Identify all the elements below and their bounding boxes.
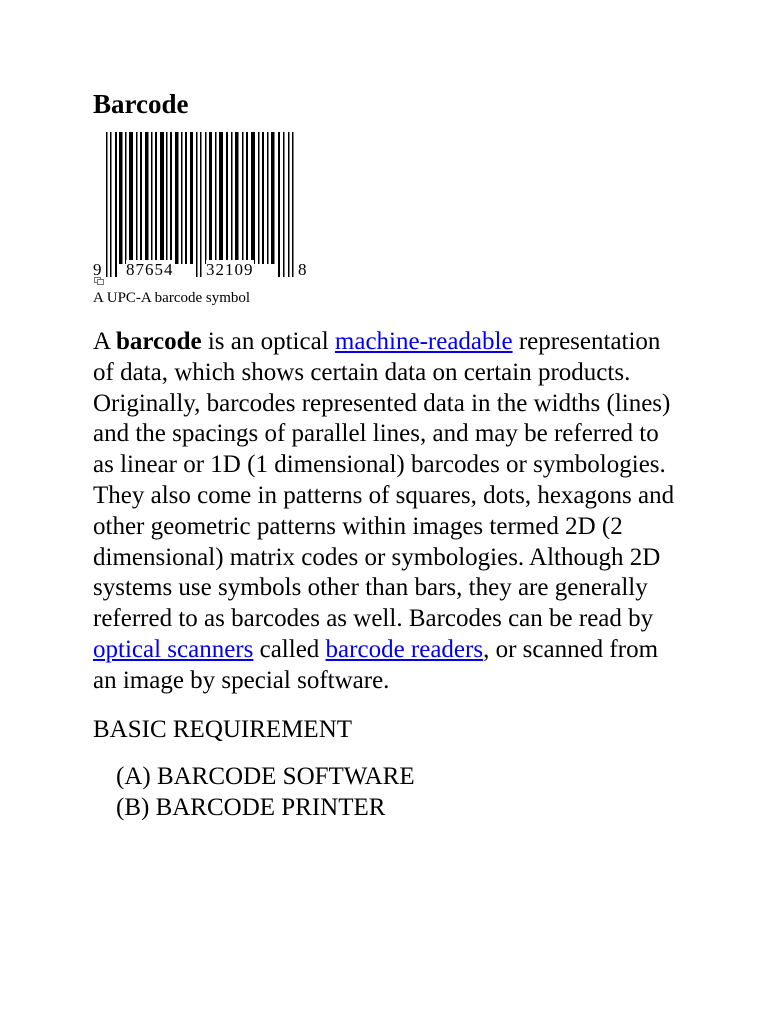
- barcode-bar: [136, 132, 138, 264]
- figure-caption: A UPC-A barcode symbol: [93, 290, 251, 306]
- barcode-bar: [271, 132, 275, 264]
- barcode-bar: [258, 132, 260, 264]
- broken-image-icon: [94, 277, 104, 285]
- barcode-bar: [160, 132, 164, 264]
- requirement-list: [93, 761, 693, 823]
- barcode-digit-check: 8: [298, 260, 308, 279]
- barcode-bar: [242, 132, 244, 264]
- barcode-bar: [205, 132, 207, 264]
- paragraph-text: A: [93, 328, 116, 355]
- barcode-bar: [283, 132, 285, 277]
- barcode-digits-right-group: 32109: [206, 260, 254, 279]
- link-optical-scanners[interactable]: optical scanners: [93, 635, 254, 663]
- link-barcode-readers[interactable]: barcode readers: [325, 635, 484, 663]
- barcode-bar: [267, 132, 269, 264]
- barcode-bar: [170, 132, 172, 264]
- barcode-bar: [166, 132, 168, 264]
- barcode-bar: [185, 132, 187, 264]
- barcode-bar: [231, 132, 233, 264]
- barcode-bar: [292, 132, 294, 277]
- barcode-bar: [200, 132, 202, 277]
- barcode-bar: [226, 132, 228, 264]
- barcode-bar: [251, 132, 255, 264]
- barcode-bar: [262, 132, 264, 264]
- barcode-bar: [106, 132, 108, 277]
- barcode-image: [93, 132, 308, 282]
- list-item: (B) BARCODE PRINTER: [116, 793, 386, 821]
- paragraph-text: called: [253, 635, 326, 663]
- barcode-bar: [196, 132, 198, 277]
- barcode-bar: [110, 132, 112, 277]
- barcode-bar: [288, 132, 290, 277]
- barcode-bar: [190, 132, 193, 264]
- barcode-bar: [181, 132, 183, 264]
- barcode-bar: [115, 132, 117, 277]
- barcode-bar: [278, 132, 280, 277]
- barcode-bar: [125, 132, 127, 264]
- article: [93, 86, 693, 823]
- barcode-bar: [155, 132, 157, 264]
- barcode-bar: [140, 132, 142, 264]
- paragraph-text: is an optical: [201, 328, 335, 355]
- barcode-bar: [151, 132, 153, 264]
- barcode-bar: [209, 132, 212, 264]
- page-title: Barcode: [93, 89, 189, 119]
- barcode-bar: [246, 132, 248, 264]
- requirement-heading: BASIC REQUIREMENT: [93, 715, 353, 743]
- barcode-bar: [119, 132, 123, 264]
- barcode-digit-lead: 9: [93, 260, 103, 279]
- paragraph-text: , or scanned from an image by special software.: [93, 635, 659, 694]
- barcode-bar: [215, 132, 217, 264]
- bold-term: barcode: [115, 328, 202, 355]
- list-item: (A) BARCODE SOFTWARE: [116, 762, 415, 790]
- paragraph-text: representation of data, which shows certain data on certain products. Originally, barcodes represented data in the widths (lines) and the spacings of parallel lines, and may be referred to as linear or 1D (1 dimensional) barcodes or symbologies. They also come in patterns of squares, dots, hexagons and other geometric patterns within images termed 2D (2 dimensional) matrix codes or symbologies. Although 2D systems use symbols other than bars, they are generally referred to as barcodes as well. Barcodes can be read by: [93, 328, 675, 633]
- barcode-bar: [129, 132, 133, 264]
- barcode-digits-left-group: 87654: [126, 260, 174, 279]
- barcode-bar: [175, 132, 179, 264]
- barcode-bar: [145, 132, 149, 264]
- barcode-figure: [93, 132, 693, 307]
- barcode-bar: [219, 132, 223, 264]
- link-machine-readable[interactable]: machine-readable: [334, 328, 513, 355]
- barcode-bar: [235, 132, 239, 264]
- intro-paragraph: [93, 327, 683, 697]
